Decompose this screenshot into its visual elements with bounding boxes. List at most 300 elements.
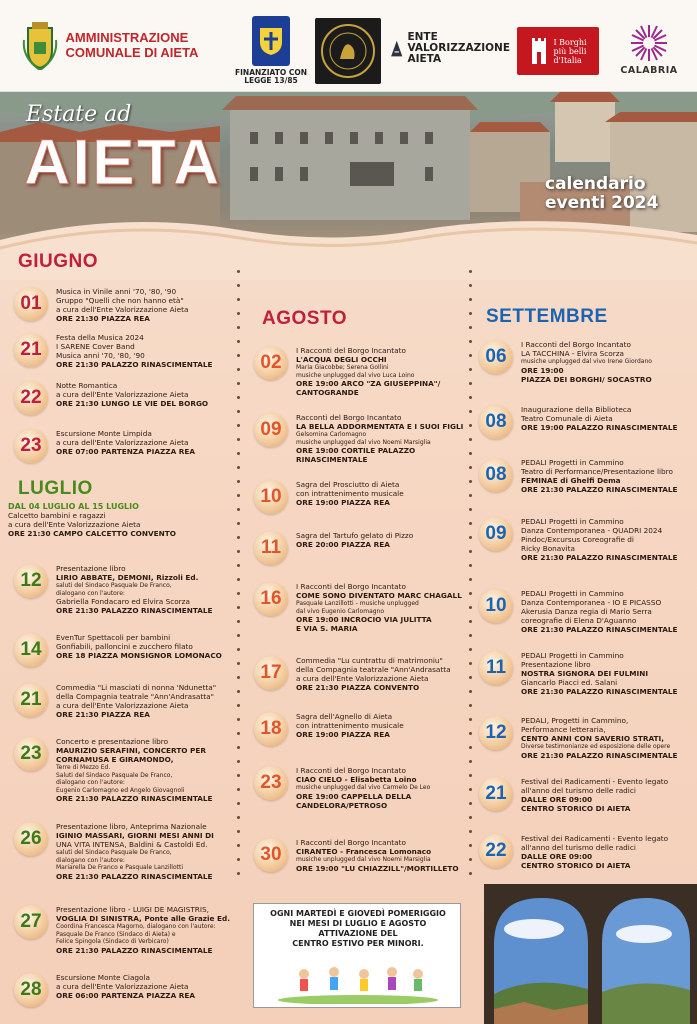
event-line: saluti del Sindaco Pasquale De Franco, bbox=[56, 582, 172, 589]
event-line: ORE 19:00 "LU CHIAZZILL"/MORTILLETO bbox=[296, 863, 459, 873]
event-day-number: 23 bbox=[14, 429, 48, 463]
event-line: ORE 19:00 ARCO "ZA GIUSEPPINA"/ bbox=[296, 379, 441, 389]
event-line: Teatro Comunale di Aieta bbox=[521, 414, 613, 423]
event-line: Presentazione libro, Anteprima Nazionale bbox=[56, 822, 207, 831]
ente-mountain-icon bbox=[390, 31, 403, 65]
event-luglio-28 bbox=[14, 973, 195, 1007]
seal-icon bbox=[320, 23, 376, 79]
event-line: Danza Contemporanea - QUADRI 2024 bbox=[521, 526, 663, 535]
divider-dot bbox=[237, 690, 240, 693]
event-details bbox=[521, 405, 678, 432]
event-line: Akerusia Danza regia di Mario Serra bbox=[521, 607, 652, 616]
event-line: ORE 21:30 PIAZZA REA bbox=[56, 314, 150, 323]
event-details bbox=[56, 973, 195, 1000]
event-details bbox=[521, 777, 668, 813]
event-line: coreografie di Elena D'Aguanno bbox=[521, 616, 637, 625]
infobox-line: OGNI MARTEDÌ E GIOVEDÌ POMERIGGIO bbox=[270, 909, 446, 918]
event-line: Saluti del Sindaco Pasquale De Franco, bbox=[56, 771, 173, 779]
divider-dot bbox=[469, 774, 472, 777]
event-giugno-23 bbox=[14, 429, 195, 463]
divider-dot bbox=[237, 648, 240, 651]
divider-dot bbox=[237, 340, 240, 343]
event-line: Sagra del Tartufo gelato di Pizzo bbox=[296, 531, 414, 540]
event-line: CANTOGRANDE bbox=[296, 388, 359, 398]
event-day-number: 09 bbox=[479, 517, 513, 551]
event-line: LA BELLA ADDORMENTATA E I SUOI FIGLI bbox=[296, 422, 464, 431]
event-settembre-12 bbox=[479, 716, 678, 760]
divider-dot bbox=[469, 704, 472, 707]
divider-dot bbox=[237, 424, 240, 427]
event-line: Gelsomina Carlomagno bbox=[296, 431, 367, 438]
column-divider-2 bbox=[469, 270, 471, 880]
divider-dot bbox=[469, 438, 472, 441]
event-line: ORE 19:00 INCROCIO VIA JULITTA bbox=[296, 615, 432, 625]
event-details bbox=[521, 651, 678, 696]
finanziato-line-1: FINANZIATO CON bbox=[235, 67, 307, 77]
divider-dot bbox=[237, 746, 240, 749]
event-line: ORE 19:00 PIAZZA REA bbox=[296, 498, 390, 507]
event-agosto-09 bbox=[254, 413, 463, 464]
calabria-logo bbox=[610, 18, 688, 80]
divider-dot bbox=[469, 368, 472, 371]
admin-line-2: COMUNALE DI AIETA bbox=[65, 45, 199, 60]
event-line: Terre di Mezzo Ed. bbox=[56, 764, 111, 771]
event-line: musiche unplugged dal vivo Carmelo De Leo bbox=[296, 784, 431, 791]
event-day-number: 12 bbox=[479, 716, 513, 750]
event-line: Performance letteraria, bbox=[521, 725, 606, 734]
event-day-number: 06 bbox=[479, 340, 513, 374]
divider-dot bbox=[237, 592, 240, 595]
event-line: dal vivo Eugenio Carlomagno bbox=[296, 607, 385, 615]
event-agosto-10 bbox=[254, 480, 404, 514]
infobox-line: CENTRO ESTIVO PER MINORI. bbox=[292, 939, 424, 948]
divider-dot bbox=[469, 578, 472, 581]
divider-dot bbox=[469, 872, 472, 875]
divider-dot bbox=[469, 830, 472, 833]
event-line: I SARENE Cover Band bbox=[56, 342, 135, 351]
borghi-line-1: I Borghi bbox=[553, 37, 587, 47]
event-settembre-08 bbox=[479, 405, 678, 439]
event-line: Coordina Francesca Magorno, dialogano con l'autore: bbox=[56, 923, 216, 930]
divider-dot bbox=[237, 284, 240, 287]
divider-dot bbox=[469, 410, 472, 413]
event-line: Festival dei Radicamenti - Evento legato bbox=[521, 777, 669, 786]
divider-dot bbox=[469, 312, 472, 315]
event-luglio-23 bbox=[14, 737, 213, 803]
divider-dot bbox=[469, 760, 472, 763]
event-line: ORE 21:30 PIAZZA REA bbox=[56, 710, 150, 719]
divider-dot bbox=[469, 270, 472, 273]
arch-photo bbox=[484, 884, 697, 1024]
hero-main-title: AIETA bbox=[24, 126, 222, 198]
header-logos bbox=[0, 0, 697, 92]
event-day-number: 14 bbox=[14, 633, 48, 667]
event-line: CANDELORA/PETROSO bbox=[296, 800, 388, 810]
divider-dot bbox=[469, 802, 472, 805]
divider-dot bbox=[469, 788, 472, 791]
event-details bbox=[56, 564, 213, 615]
event-line: Pasquale De Franco (Sindaco di Aieta) e bbox=[56, 930, 176, 938]
divider-dot bbox=[469, 340, 472, 343]
event-line: dialogano con l'autore: bbox=[56, 779, 125, 787]
divider-dot bbox=[237, 620, 240, 623]
event-agosto-02 bbox=[254, 346, 440, 397]
event-day-number: 08 bbox=[479, 405, 513, 439]
infobox-line: ATTIVAZIONE DEL bbox=[318, 929, 398, 938]
divider-dot bbox=[237, 438, 240, 441]
month-agosto: AGOSTO bbox=[262, 308, 347, 329]
event-line: MAURIZIO SERAFINI, CONCERTO PER bbox=[56, 746, 206, 755]
luglio-intro-line: Calcetto bambini e ragazzi bbox=[8, 511, 106, 520]
divider-dot bbox=[237, 410, 240, 413]
arch-landscape-illustration bbox=[484, 884, 697, 1024]
event-line: a cura dell'Ente Valorizzazione Aieta bbox=[56, 305, 189, 314]
divider-dot bbox=[237, 522, 240, 525]
divider-dot bbox=[469, 592, 472, 595]
event-line: NOSTRA SIGNORA DEI FULMINI bbox=[521, 669, 649, 678]
event-line: PEDALI Progetti in Cammino bbox=[521, 589, 624, 598]
event-line: CENTO ANNI CON SAVERIO STRATI, bbox=[521, 734, 665, 743]
event-details bbox=[56, 287, 188, 323]
event-line: ORE 19:00 PIAZZA REA bbox=[296, 730, 390, 739]
event-day-number: 02 bbox=[254, 346, 288, 380]
event-giugno-21 bbox=[14, 333, 213, 369]
event-details bbox=[296, 838, 459, 873]
event-settembre-22 bbox=[479, 834, 668, 870]
event-line: Presentazione libro bbox=[56, 564, 126, 573]
event-line: ORE 07:00 PARTENZA PIAZZA REA bbox=[56, 447, 196, 456]
event-line: ORE 21:30 PALAZZO RINASCIMENTALE bbox=[521, 625, 678, 634]
event-day-number: 30 bbox=[254, 838, 288, 872]
divider-dot bbox=[469, 662, 472, 665]
event-line: Presentazione libro - LUIGI DE MAGISTRIS, bbox=[56, 905, 209, 914]
event-day-number: 22 bbox=[479, 834, 513, 868]
divider-dot bbox=[237, 536, 240, 539]
divider-dot bbox=[469, 718, 472, 721]
divider-dot bbox=[469, 284, 472, 287]
event-day-number: 21 bbox=[479, 777, 513, 811]
event-line: ORE 21:30 PALAZZO RINASCIMENTALE bbox=[521, 553, 678, 562]
event-line: Musica anni '70, '80, '90 bbox=[56, 351, 145, 360]
divider-dot bbox=[469, 466, 472, 469]
divider-dot bbox=[237, 298, 240, 301]
event-line: L'ACQUA DEGLI OCCHI bbox=[296, 355, 387, 364]
divider-dot bbox=[237, 662, 240, 665]
ente-logo bbox=[390, 20, 510, 76]
event-settembre-09 bbox=[479, 517, 678, 562]
regione-logo bbox=[235, 12, 307, 88]
event-line: I Racconti del Borgo Incantato bbox=[521, 340, 631, 349]
event-line: COME SONO DIVENTATO MARC CHAGALL bbox=[296, 591, 462, 600]
centro-estivo-box bbox=[253, 903, 461, 1008]
event-line: Commedia "Lu cuntrattu di matrimoniu" bbox=[296, 656, 443, 665]
event-line: della Compagnia teatrale "Ann'Andrasatta" bbox=[56, 692, 214, 701]
event-day-number: 23 bbox=[14, 737, 48, 771]
event-line: Sagra dell'Agnello di Aieta bbox=[296, 712, 393, 721]
event-day-number: 01 bbox=[14, 287, 48, 321]
divider-dot bbox=[237, 802, 240, 805]
event-line: a cura dell'Ente Valorizzazione Aieta bbox=[56, 701, 189, 710]
event-line: Mariarella De Franco e Pasquale Lanzillotti bbox=[56, 864, 183, 872]
divider-dot bbox=[469, 508, 472, 511]
infobox-line: NEI MESI DI LUGLIO E AGOSTO bbox=[289, 919, 427, 928]
regione-badge bbox=[252, 16, 290, 66]
divider-dot bbox=[237, 774, 240, 777]
divider-dot bbox=[237, 466, 240, 469]
event-line: musiche unplugged dal vivo Noemi Marsiglia bbox=[296, 856, 431, 863]
event-day-number: 17 bbox=[254, 656, 288, 690]
divider-dot bbox=[469, 480, 472, 483]
event-line: ORE 21:30 PALAZZO RINASCIMENTALE bbox=[521, 750, 678, 760]
event-settembre-11 bbox=[479, 651, 678, 696]
divider-dot bbox=[469, 298, 472, 301]
event-line: IGINIO MASSARI, GIORNI MESI ANNI DI bbox=[56, 831, 214, 840]
event-giugno-22 bbox=[14, 381, 208, 415]
event-line: Pasquale Lanzillotti - musiche unplugged bbox=[296, 600, 419, 607]
calabria-label: CALABRIA bbox=[620, 64, 678, 76]
event-agosto-17 bbox=[254, 656, 451, 692]
event-line: all'anno del turismo delle radici bbox=[521, 843, 636, 852]
divider-dot bbox=[469, 648, 472, 651]
event-settembre-21 bbox=[479, 777, 668, 813]
divider-dot bbox=[469, 452, 472, 455]
event-agosto-16 bbox=[254, 582, 462, 633]
calendario-line-2: eventi 2024 bbox=[545, 193, 659, 213]
divider-dot bbox=[237, 494, 240, 497]
divider-dot bbox=[237, 382, 240, 385]
event-agosto-23 bbox=[254, 766, 430, 810]
divider-dot bbox=[237, 830, 240, 833]
event-day-number: 11 bbox=[254, 531, 288, 565]
ente-line-2: VALORIZZAZIONE bbox=[407, 41, 510, 54]
event-details bbox=[296, 413, 463, 464]
event-line: Presentazione libro bbox=[521, 660, 591, 669]
event-day-number: 21 bbox=[14, 683, 48, 717]
event-day-number: 10 bbox=[479, 589, 513, 623]
event-line: ORE 19:00 CORTILE PALAZZO bbox=[296, 446, 416, 456]
divider-dot bbox=[237, 452, 240, 455]
event-line: I Racconti del Borgo Incantato bbox=[296, 766, 406, 775]
divider-dot bbox=[237, 606, 240, 609]
divider-dot bbox=[237, 550, 240, 553]
event-line: CIRANTEO - Francesca Lomonaco bbox=[296, 847, 432, 856]
divider-dot bbox=[469, 522, 472, 525]
event-line: ORE 19:00 bbox=[521, 365, 564, 375]
event-line: PEDALI Progetti in Cammino bbox=[521, 651, 624, 660]
event-line: Inaugurazione della Biblioteca bbox=[521, 405, 632, 414]
divider-dot bbox=[469, 746, 472, 749]
event-details bbox=[296, 346, 440, 397]
event-agosto-11 bbox=[254, 531, 413, 565]
event-luglio-26 bbox=[14, 822, 214, 881]
event-line: LIRIO ABBATE, DEMONI, Rizzoli Ed. bbox=[56, 573, 199, 582]
event-line: UNA VITA INTENSA, Baldini & Castoldi Ed. bbox=[56, 840, 208, 849]
event-line: ORE 21:30 PALAZZO RINASCIMENTALE bbox=[521, 687, 678, 696]
event-details bbox=[56, 683, 216, 719]
event-line: dialogano con l'autore: bbox=[56, 856, 125, 864]
calabria-star-icon bbox=[629, 23, 669, 63]
event-line: ORE 21:30 PALAZZO RINASCIMENTALE bbox=[56, 871, 213, 881]
event-day-number: 10 bbox=[254, 480, 288, 514]
month-giugno: GIUGNO bbox=[18, 251, 99, 272]
event-line: ORE 21:30 PALAZZO RINASCIMENTALE bbox=[56, 360, 213, 369]
event-line: ORE 19:00 PALAZZO RINASCIMENTALE bbox=[521, 423, 678, 432]
event-line: Musica in Vinile anni '70, '80, '90 bbox=[56, 287, 177, 296]
event-luglio-27 bbox=[14, 905, 230, 955]
divider-dot bbox=[469, 606, 472, 609]
event-line: PEDALI Progetti in Cammino bbox=[521, 458, 624, 467]
event-day-number: 28 bbox=[14, 973, 48, 1007]
event-day-number: 11 bbox=[479, 651, 513, 685]
divider-dot bbox=[237, 354, 240, 357]
event-line: VOGLIA DI SINISTRA, Ponte alle Grazie Ed. bbox=[56, 914, 230, 923]
event-line: Gonfiabili, palloncini e zucchero filato bbox=[56, 642, 193, 651]
event-line: ORE 18 PIAZZA MONSIGNOR LOMONACO bbox=[56, 651, 222, 660]
event-line: Giancarlo Piacci ed. Salani bbox=[521, 678, 618, 687]
event-line: DALLE ORE 09:00 bbox=[521, 852, 593, 861]
event-details bbox=[296, 582, 462, 633]
event-line: EvenTur Spettacoli per bambini bbox=[56, 633, 171, 642]
event-line: Gabriella Fondacaro ed Elvira Scorza bbox=[56, 597, 190, 607]
event-line: a cura dell'Ente Valorizzazione Aieta bbox=[56, 982, 189, 991]
event-details bbox=[521, 517, 678, 562]
event-line: ORE 20:00 PIAZZA REA bbox=[296, 540, 390, 549]
event-day-number: 22 bbox=[14, 381, 48, 415]
event-settembre-06 bbox=[479, 340, 652, 384]
event-line: Teatro di Performance/Presentazione libro bbox=[521, 467, 673, 476]
event-line: Felice Spingola (Sindaco di Verbicaro) bbox=[56, 938, 169, 946]
event-line: musiche unplugged dal vivo Noemi Marsiglia bbox=[296, 438, 431, 446]
event-settembre-08 bbox=[479, 458, 678, 494]
event-details bbox=[296, 656, 451, 692]
divider-dot bbox=[237, 704, 240, 707]
event-details bbox=[56, 905, 230, 955]
month-settembre: SETTEMBRE bbox=[486, 306, 608, 327]
event-line: ORE 06:00 PARTENZA PIAZZA REA bbox=[56, 991, 196, 1000]
event-line: CENTRO STORICO DI AIETA bbox=[521, 861, 631, 870]
event-line: RINASCIMENTALE bbox=[296, 455, 368, 465]
children-illustration bbox=[274, 962, 442, 1004]
event-line: ORE 21:30 LUNGO LE VIE DEL BORGO bbox=[56, 399, 209, 408]
event-line: Maria Giacobbe; Serena Gollini bbox=[296, 364, 389, 371]
divider-dot bbox=[469, 690, 472, 693]
event-day-number: 23 bbox=[254, 766, 288, 800]
divider-dot bbox=[237, 564, 240, 567]
coat-of-arms-icon bbox=[22, 20, 58, 70]
event-day-number: 08 bbox=[479, 458, 513, 492]
divider-dot bbox=[469, 326, 472, 329]
event-line: CIAO CIELO - Elisabetta Loino bbox=[296, 775, 417, 784]
divider-dot bbox=[237, 326, 240, 329]
borghi-logo bbox=[517, 27, 599, 75]
luglio-intro-line: ORE 21:30 CAMPO CALCETTO CONVENTO bbox=[8, 529, 176, 538]
event-line: CORNAMUSA E GIRAMONDO, bbox=[56, 755, 174, 764]
event-line: Notte Romantica bbox=[56, 381, 118, 390]
event-line: ORE 21:30 PALAZZO RINASCIMENTALE bbox=[56, 794, 213, 804]
event-line: Gruppo "Quelli che non hanno età" bbox=[56, 296, 184, 305]
event-line: Pindoc/Excursus Coreografie di bbox=[521, 535, 634, 544]
event-line: ORE 21:30 PALAZZO RINASCIMENTALE bbox=[56, 606, 213, 616]
event-line: a cura dell'Ente Valorizzazione Aieta bbox=[296, 674, 429, 683]
wave-divider bbox=[0, 200, 697, 280]
event-details bbox=[56, 381, 208, 408]
event-line: con intrattenimento musicale bbox=[296, 721, 404, 730]
finanziato-line-2: LEGGE 13/85 bbox=[244, 75, 298, 85]
event-day-number: 09 bbox=[254, 413, 288, 447]
divider-dot bbox=[469, 424, 472, 427]
ente-line-1: ENTE bbox=[407, 30, 438, 43]
luglio-intro-range: DAL 04 LUGLIO AL 15 LUGLIO bbox=[8, 502, 139, 511]
event-details bbox=[521, 458, 678, 494]
seal-logo bbox=[315, 18, 381, 84]
event-line: ORE 19:00 CAPPELLA DELLA bbox=[296, 791, 412, 801]
divider-dot bbox=[237, 396, 240, 399]
luglio-intro-line: a cura dell'Ente Valorizzazione Aieta bbox=[8, 520, 141, 529]
event-luglio-12 bbox=[14, 564, 213, 615]
borghi-line-2: più belli bbox=[553, 46, 587, 56]
divider-dot bbox=[237, 270, 240, 273]
event-line: I Racconti del Borgo Incantato bbox=[296, 346, 406, 355]
event-giugno-01 bbox=[14, 287, 188, 323]
divider-dot bbox=[237, 858, 240, 861]
event-line: Ricky Bonavita bbox=[521, 544, 575, 553]
event-line: Festa della Musica 2024 bbox=[56, 333, 144, 342]
event-line: musiche unplugged dal vivo Irene Giordano bbox=[521, 358, 652, 365]
luglio-intro bbox=[8, 502, 176, 538]
event-line: DALLE ORE 09:00 bbox=[521, 795, 593, 804]
event-details bbox=[296, 480, 404, 507]
event-day-number: 12 bbox=[14, 564, 48, 598]
admin-logo bbox=[10, 12, 210, 78]
event-line: ORE 21:30 PALAZZO RINASCIMENTALE bbox=[521, 485, 678, 494]
event-line: ORE 21:30 PIAZZA CONVENTO bbox=[296, 683, 420, 692]
event-line: Eugenio Carlomagno ed Angelo Giovagnoli bbox=[56, 786, 185, 794]
divider-dot bbox=[469, 536, 472, 539]
divider-dot bbox=[237, 508, 240, 511]
event-line: FEMINAE di Ghelfi Dema bbox=[521, 476, 621, 485]
event-line: saluti del Sindaco Pasquale De Franco, bbox=[56, 849, 172, 856]
divider-dot bbox=[237, 872, 240, 875]
event-line: Escursione Monte Limpida bbox=[56, 429, 152, 438]
divider-dot bbox=[469, 382, 472, 385]
calendario-line-1: calendario bbox=[545, 174, 646, 194]
event-line: Escursione Monte Ciagola bbox=[56, 973, 151, 982]
event-details bbox=[521, 716, 678, 760]
event-line: LA TACCHINA - Elvira Scorza bbox=[521, 349, 625, 358]
borghi-line-3: d'Italia bbox=[553, 55, 582, 65]
divider-dot bbox=[237, 368, 240, 371]
tower-icon bbox=[529, 36, 549, 66]
divider-dot bbox=[237, 312, 240, 315]
divider-dot bbox=[237, 732, 240, 735]
event-line: a cura dell'Ente Valorizzazione Aieta bbox=[56, 390, 189, 399]
divider-dot bbox=[469, 816, 472, 819]
event-line: a cura dell'Ente Valorizzazione Aieta bbox=[56, 438, 189, 447]
event-line: Sagra del Prosciutto di Aieta bbox=[296, 480, 400, 489]
event-details bbox=[56, 333, 213, 369]
event-day-number: 26 bbox=[14, 822, 48, 856]
event-line: dialogano con l'autore: bbox=[56, 589, 125, 597]
divider-dot bbox=[237, 844, 240, 847]
event-settembre-10 bbox=[479, 589, 678, 634]
event-line: della Compagnia teatrale "Ann'Andrasatta bbox=[296, 665, 451, 674]
event-line: Commedia "Li masciati di nonna 'Ndunetta" bbox=[56, 683, 217, 692]
event-agosto-18 bbox=[254, 712, 404, 746]
event-day-number: 21 bbox=[14, 333, 48, 367]
divider-dot bbox=[469, 494, 472, 497]
divider-dot bbox=[469, 634, 472, 637]
event-line: I Racconti del Borgo Incantato bbox=[296, 838, 406, 847]
